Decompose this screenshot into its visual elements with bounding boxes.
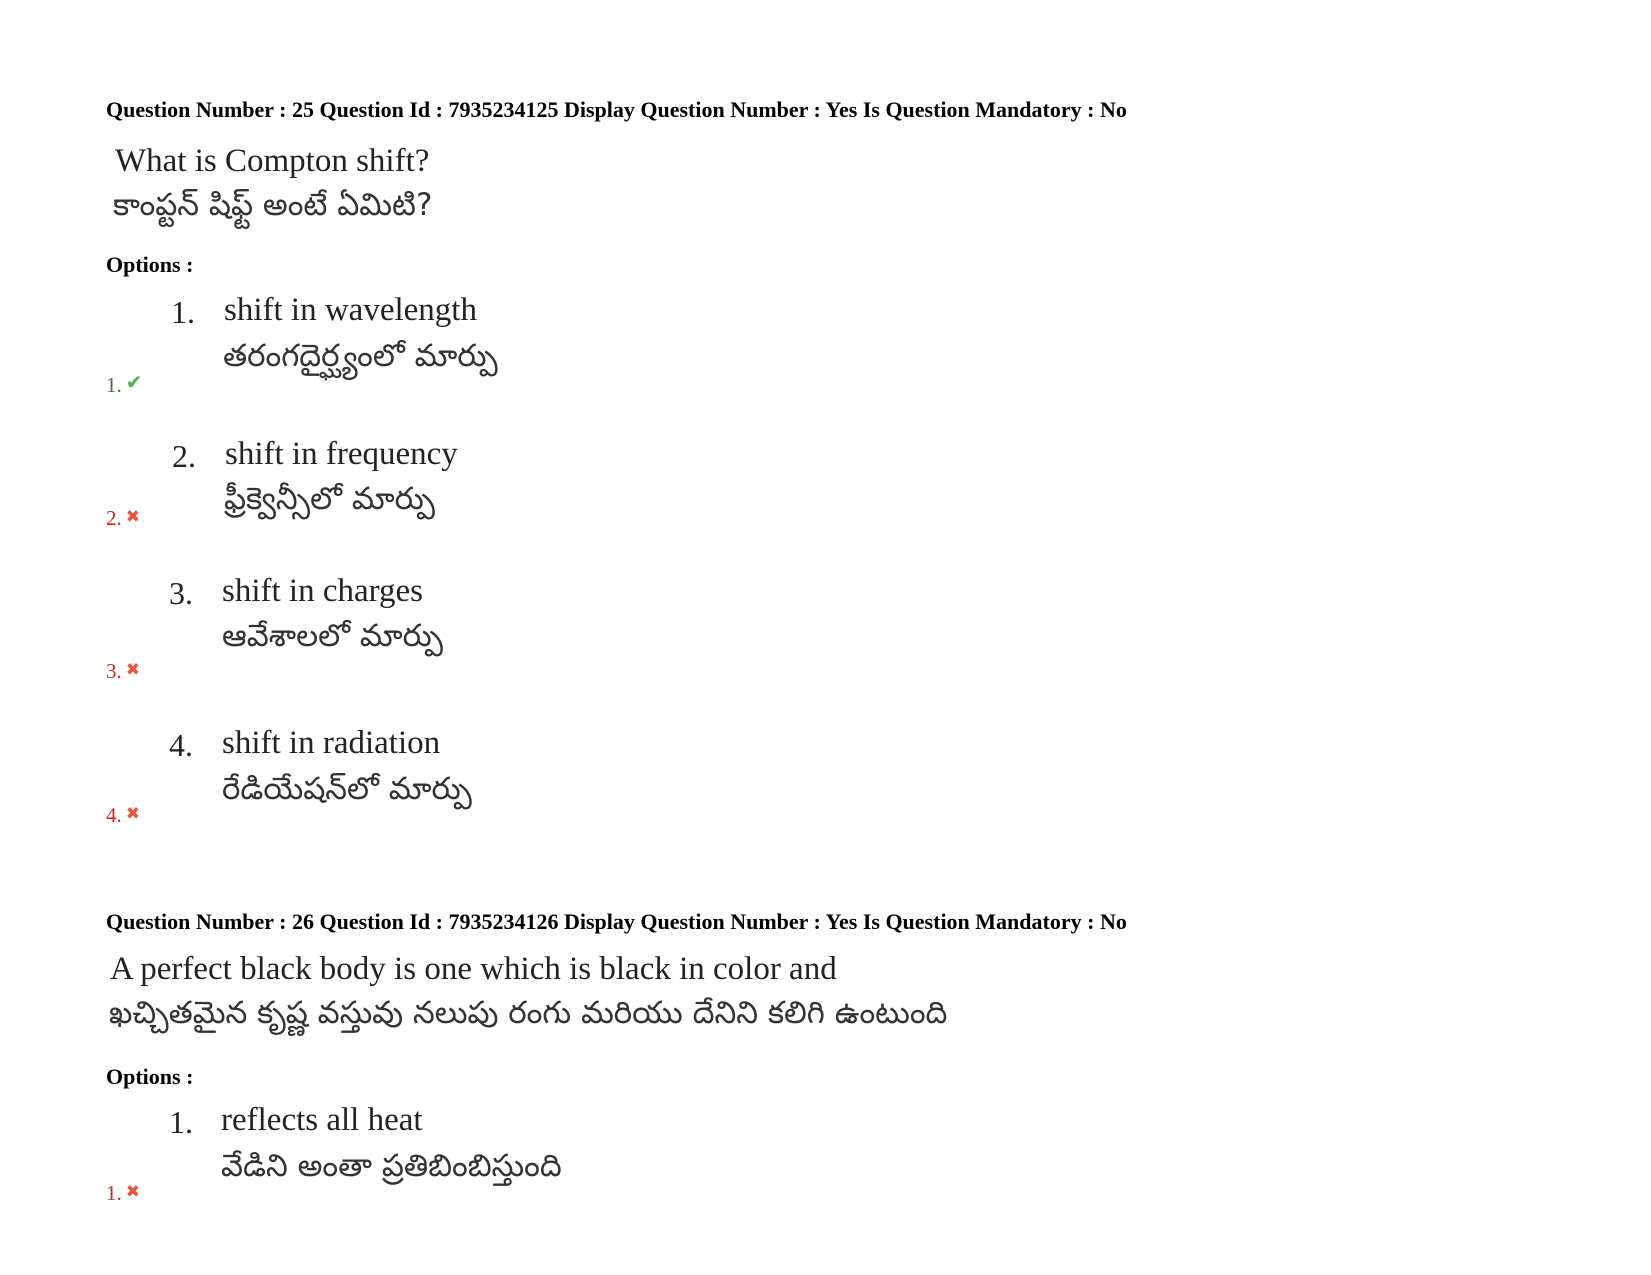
option-text-telugu: ఫ్రీక్వెన్సీలో మార్పు — [224, 481, 435, 517]
option-text-english: shift in wavelength — [224, 292, 477, 328]
question-header: Question Number : 25 Question Id : 7935234125 Display Question Number : Yes Is Question Mandatory : No — [106, 97, 1127, 122]
question-text-english: What is Compton shift? — [115, 143, 430, 179]
options-label: Options : — [106, 1064, 194, 1089]
option-text-english: reflects all heat — [221, 1102, 423, 1138]
option-mark-label: 4. — [106, 803, 122, 827]
options-label: Options : — [106, 252, 194, 277]
option-number: 2. — [172, 438, 196, 474]
option-number: 1. — [171, 294, 195, 330]
option-mark-label: 1. — [106, 1181, 122, 1205]
option-number: 1. — [169, 1104, 193, 1140]
question-text-telugu: ఖచ్చితమైన కృష్ణ వస్తువు నలుపు రంగు మరియు దేనిని కలిగి ఉంటుంది — [109, 995, 948, 1031]
cross-icon: ✖ — [125, 1182, 140, 1201]
option-text-english: shift in charges — [222, 573, 424, 609]
option-number: 3. — [169, 575, 193, 611]
question-text-telugu: కాంప్టన్ షిఫ్ట్ అంటే ఏమిటి? — [113, 187, 433, 223]
question-text-english: A perfect black body is one which is black in color and — [110, 951, 837, 987]
option-text-telugu: రేడియేషన్‌లో మార్పు — [222, 771, 472, 807]
option-mark — [106, 661, 140, 682]
option-mark — [106, 373, 143, 396]
question-header: Question Number : 26 Question Id : 7935234126 Display Question Number : Yes Is Question Mandatory : No — [106, 909, 1127, 934]
option-mark-label: 3. — [106, 659, 122, 683]
option-text-telugu: తరంగదైర్ఘ్యంలో మార్పు — [223, 338, 498, 374]
check-icon: ✔ — [125, 372, 143, 394]
option-text-english: shift in frequency — [225, 436, 458, 472]
option-text-english: shift in radiation — [222, 725, 441, 761]
option-mark — [106, 1183, 140, 1204]
option-mark-label: 2. — [106, 506, 122, 530]
cross-icon: ✖ — [125, 804, 140, 823]
option-mark — [106, 508, 140, 529]
option-mark — [106, 805, 140, 826]
cross-icon: ✖ — [125, 660, 140, 679]
option-number: 4. — [169, 727, 193, 763]
option-text-telugu: ఆవేశాలలో మార్పు — [222, 618, 443, 654]
cross-icon: ✖ — [125, 507, 140, 526]
option-mark-label: 1. — [106, 373, 122, 397]
option-text-telugu: వేడిని అంతా ప్రతిబింబిస్తుంది — [221, 1148, 562, 1184]
